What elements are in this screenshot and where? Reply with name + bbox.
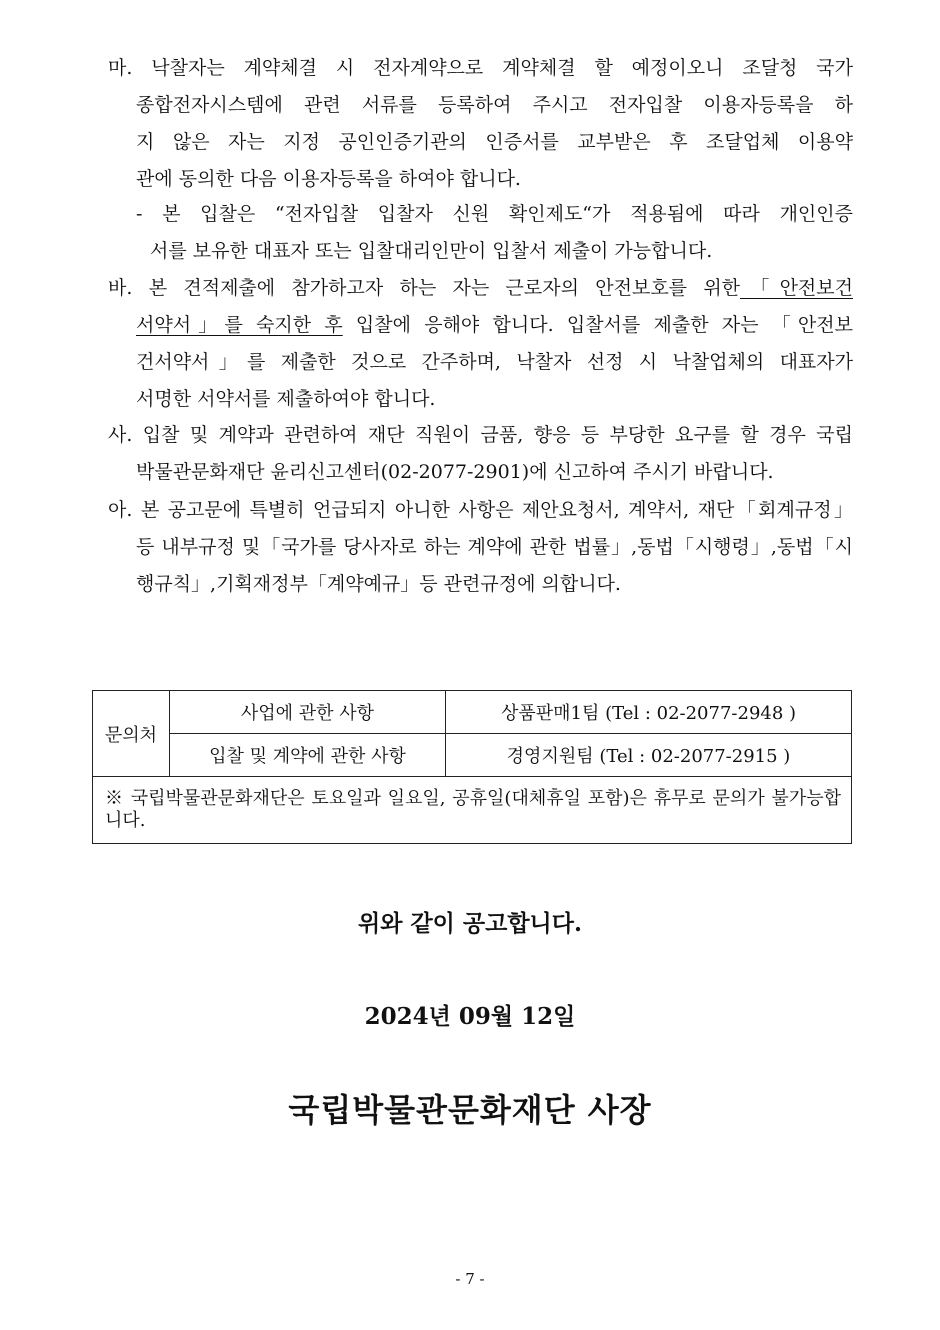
clause-sa-line: 사. 입찰 및 계약과 관련하여 재단 직원이 금품, 향응 등 부당한 요구를 할 경우 국립 <box>108 424 853 446</box>
clause-a-line: 아. 본 공고문에 특별히 언급되지 아니한 사항은 제안요청서, 계약서, 재단「회계규정」 <box>108 499 853 521</box>
clause-ba-line <box>108 307 853 344</box>
contact-topic: 입찰 및 계약에 관한 사항 <box>170 734 446 777</box>
clause-ma-note-line: - 본 입찰은 “전자입찰 입찰자 신원 확인제도“가 적용됨에 따라 개인인증 <box>136 203 853 225</box>
contact-phone: 경영지원팀 (Tel : 02-2077-2915 ) <box>446 734 852 777</box>
signature-line: 국립박물관문화재단 사장 <box>288 1091 652 1129</box>
clause-a-line: 등 내부규정 및「국가를 당사자로 하는 계약에 관한 법률」,동법「시행령」,동법「시 <box>136 536 853 558</box>
clause-sa-line: 박물관문화재단 윤리신고센터(02-2077-2901)에 신고하여 주시기 바랍니다. <box>136 461 774 483</box>
clause-ba <box>108 270 853 418</box>
clause-ba-line: 서명한 서약서를 제출하여야 합니다. <box>136 388 436 410</box>
table-row <box>93 734 852 777</box>
table-row <box>93 691 852 734</box>
clause-ma-note <box>136 196 853 270</box>
notice-date: 2024년 09월 12일 <box>364 1003 576 1030</box>
contact-note <box>93 777 852 844</box>
table-row <box>93 777 852 844</box>
closing-notice: 위와 같이 공고합니다. <box>358 910 582 937</box>
clause-ba-text: 입찰에 응해야 합니다. 입찰서를 제출한 자는 「안전보 <box>342 314 853 336</box>
clause-ba-line: 건서약서」를 제출한 것으로 간주하며, 낙찰자 선정 시 낙찰업체의 대표자가 <box>136 351 853 373</box>
contact-topic: 사업에 관한 사항 <box>170 691 446 734</box>
clause-ma-line: 마. 낙찰자는 계약체결 시 전자계약으로 계약체결 할 예정이오니 조달청 국가 <box>108 57 853 79</box>
clause-ma-line: 종합전자시스템에 관련 서류를 등록하여 주시고 전자입찰 이용자등록을 하 <box>136 94 853 116</box>
clause-ba-underlined: 「안전보건 <box>740 277 853 299</box>
contact-table <box>92 690 852 844</box>
clause-sa <box>108 417 853 491</box>
contact-phone: 상품판매1팀 (Tel : 02-2077-2948 ) <box>446 691 852 734</box>
clause-ba-line <box>108 270 853 307</box>
clause-ma-note-line: 서를 보유한 대표자 또는 입찰대리인만이 입찰서 제출이 가능합니다. <box>150 240 713 262</box>
clause-ma-line: 관에 동의한 다음 이용자등록을 하여야 합니다. <box>136 168 521 190</box>
contact-label: 문의처 <box>93 691 170 777</box>
clause-ma <box>108 50 853 198</box>
clause-ba-text: 바. 본 견적제출에 참가하고자 하는 자는 근로자의 안전보호를 위한 <box>108 277 741 299</box>
page-number: - 7 - <box>455 1270 485 1288</box>
clause-ma-line: 지 않은 자는 지정 공인인증기관의 인증서를 교부받은 후 조달업체 이용약 <box>136 131 853 153</box>
contact-note-text: ※ 국립박물관문화재단은 토요일과 일요일, 공휴일(대체휴일 포함)은 휴무로 문의가 불가능합니다. <box>105 788 841 831</box>
clause-ba-underlined: 서약서」를 숙지한 후 <box>136 314 343 336</box>
clause-a-line: 행규칙」,기획재정부「계약예규」등 관련규정에 의합니다. <box>136 573 621 595</box>
clause-a <box>108 492 853 603</box>
